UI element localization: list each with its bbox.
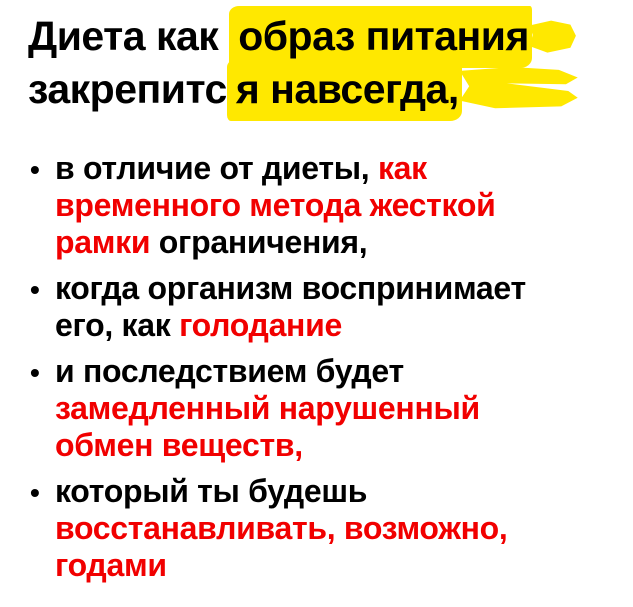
plain-text: когда организм воспринимает [55, 270, 526, 306]
bullet-icon: • [30, 274, 40, 305]
title-highlight-text: я навсегда, [235, 66, 459, 112]
bullet-line [55, 187, 625, 224]
bullet-icon: • [30, 357, 40, 388]
plain-text: и последствием будет [55, 353, 404, 389]
plain-text: в отличие от диеты, [55, 150, 378, 186]
plain-text: его, как [55, 307, 180, 343]
bullet-icon: • [30, 477, 40, 508]
marker-tail-icon [460, 67, 578, 115]
plain-text: который ты будешь [55, 473, 368, 509]
bullet-line [55, 547, 625, 584]
bullet-line [55, 150, 625, 187]
bullet-line [55, 224, 625, 261]
bullet-icon: • [30, 154, 40, 185]
bullet-line [55, 270, 625, 307]
bullet-text [55, 150, 625, 261]
title-text-plain: Диета как [28, 13, 230, 59]
bullet-text [55, 353, 625, 464]
bullet-item [30, 270, 625, 344]
bullet-line [55, 307, 625, 344]
title-highlight [227, 59, 462, 121]
bullet-text [55, 473, 625, 584]
bullet-line [55, 353, 625, 390]
plain-text: ограничения, [150, 224, 368, 260]
emphasized-text: как [377, 150, 427, 186]
bullet-text [55, 270, 625, 344]
emphasized-text: восстанавливать, возможно, [55, 510, 508, 546]
emphasized-text: временного метода жесткой [55, 187, 496, 223]
bullet-line [55, 390, 625, 427]
emphasized-text: голодание [179, 307, 342, 343]
title-line-1 [28, 10, 627, 63]
bullet-line [55, 427, 625, 464]
title-text-plain: закрепитс [28, 66, 227, 112]
emphasized-text: замедленный нарушенный [55, 390, 480, 426]
bullet-list [0, 150, 633, 584]
page-title [0, 0, 633, 116]
emphasized-text: рамки [55, 224, 151, 260]
bullet-line [55, 473, 625, 510]
marker-tail-icon [530, 19, 576, 59]
bullet-item [30, 150, 625, 261]
bullet-item [30, 473, 625, 584]
bullet-line [55, 510, 625, 547]
emphasized-text: обмен веществ, [55, 427, 303, 463]
emphasized-text: годами [55, 547, 167, 583]
title-highlight-text: образ питания [238, 13, 529, 59]
bullet-item [30, 353, 625, 464]
title-line-2 [28, 63, 627, 116]
